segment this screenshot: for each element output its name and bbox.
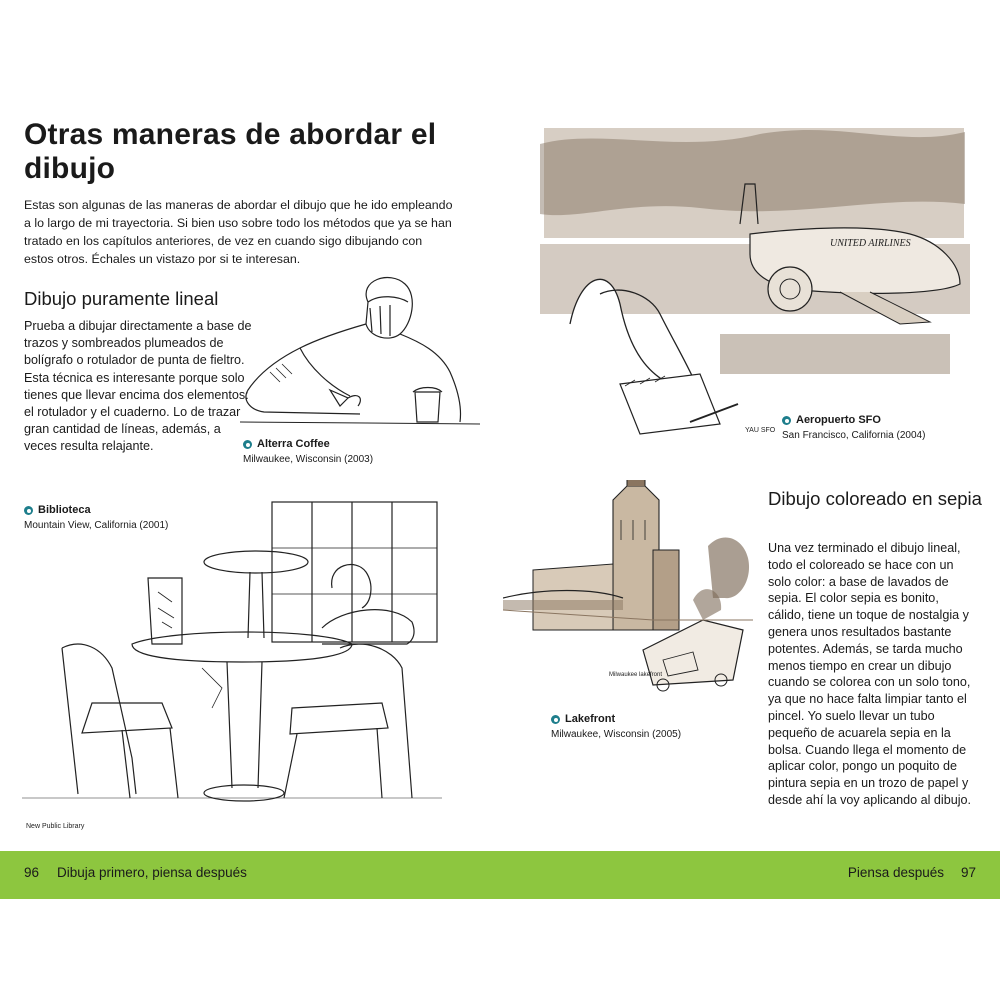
- svg-text:New Public Library: New Public Library: [26, 823, 85, 830]
- caption-place: Milwaukee, Wisconsin (2005): [551, 729, 682, 740]
- caption-place: Mountain View, California (2001): [24, 520, 169, 531]
- caption-title: Lakefront: [565, 713, 616, 725]
- intro-paragraph: Estas son algunas de las maneras de abordar el dibujo que he ido empleando a lo largo de mi trayectoria. Si bien uso sobre todo los métodos que ya se han tratado en los capítulos anteriores, de vez en cuando sigo dibujando con estos otros. Échales un vistazo por si te interesan.: [24, 198, 453, 266]
- section-heading-line-drawing: Dibujo puramente lineal: [24, 288, 219, 309]
- caption-alterra-coffee: [243, 438, 373, 466]
- lakefront-sketch: [503, 480, 753, 705]
- alterra-coffee-sketch: [240, 272, 480, 437]
- caption-place: Milwaukee, Wisconsin (2003): [243, 454, 374, 465]
- location-pin-icon: [243, 440, 252, 449]
- svg-text:UNITED AIRLINES: UNITED AIRLINES: [830, 238, 911, 249]
- caption-title: Alterra Coffee: [257, 438, 330, 450]
- caption-title: Aeropuerto SFO: [796, 414, 881, 426]
- svg-text:YAU SFO: YAU SFO: [745, 427, 776, 434]
- page-number-right: 97: [960, 865, 976, 880]
- caption-title: Biblioteca: [38, 504, 91, 516]
- caption-sfo-airport: [782, 414, 925, 442]
- running-title-right: Piensa después: [847, 865, 944, 880]
- section-heading-sepia: Dibujo coloreado en sepia: [768, 488, 982, 509]
- library-sketch: [22, 498, 442, 834]
- location-pin-icon: [782, 416, 791, 425]
- running-title-left: Dibuja primero, piensa después: [57, 865, 247, 880]
- page-title: Otras maneras de abordar el dibujo: [24, 118, 437, 185]
- page-number-left: 96: [24, 865, 40, 880]
- sfo-airport-sketch: [540, 124, 970, 444]
- location-pin-icon: [551, 715, 560, 724]
- footer-bar: [0, 851, 1000, 899]
- caption-place: San Francisco, California (2004): [782, 430, 926, 441]
- section-body-line-drawing: Prueba a dibujar directamente a base de trazos y sombreados plumeados de bolígrafo o rotulador de punta de fieltro. Esta técnica es interesante porque solo tienes que llevar encima dos elementos: el rotulador y el cuaderno. Lo de trazar gran cantidad de líneas, además, a veces resulta relajante.: [24, 319, 252, 454]
- svg-text:Milwaukee lakefront: Milwaukee lakefront: [609, 672, 663, 678]
- caption-lakefront: [551, 713, 681, 741]
- section-body-sepia: Una vez terminado el dibujo lineal, todo el coloreado se hace con un solo color: a base de lavados de sepia. El color sepia es bonito, cálido, tiene un toque de nostalgia y genera unos resultados bastante potentes. Además, se tarda mucho menos tiempo en crear un dibujo cuando se colorea con un solo tono, ya que no hace falta limpiar tanto el pincel. Yo suelo llevar un tubo pequeño de acuarela sepia en la bolsa. Cuando llega el momento de aplicar color, pongo un poquito de pintura sepia en un trozo de papel y desde ahí la voy aplicando al dibujo.: [768, 541, 972, 807]
